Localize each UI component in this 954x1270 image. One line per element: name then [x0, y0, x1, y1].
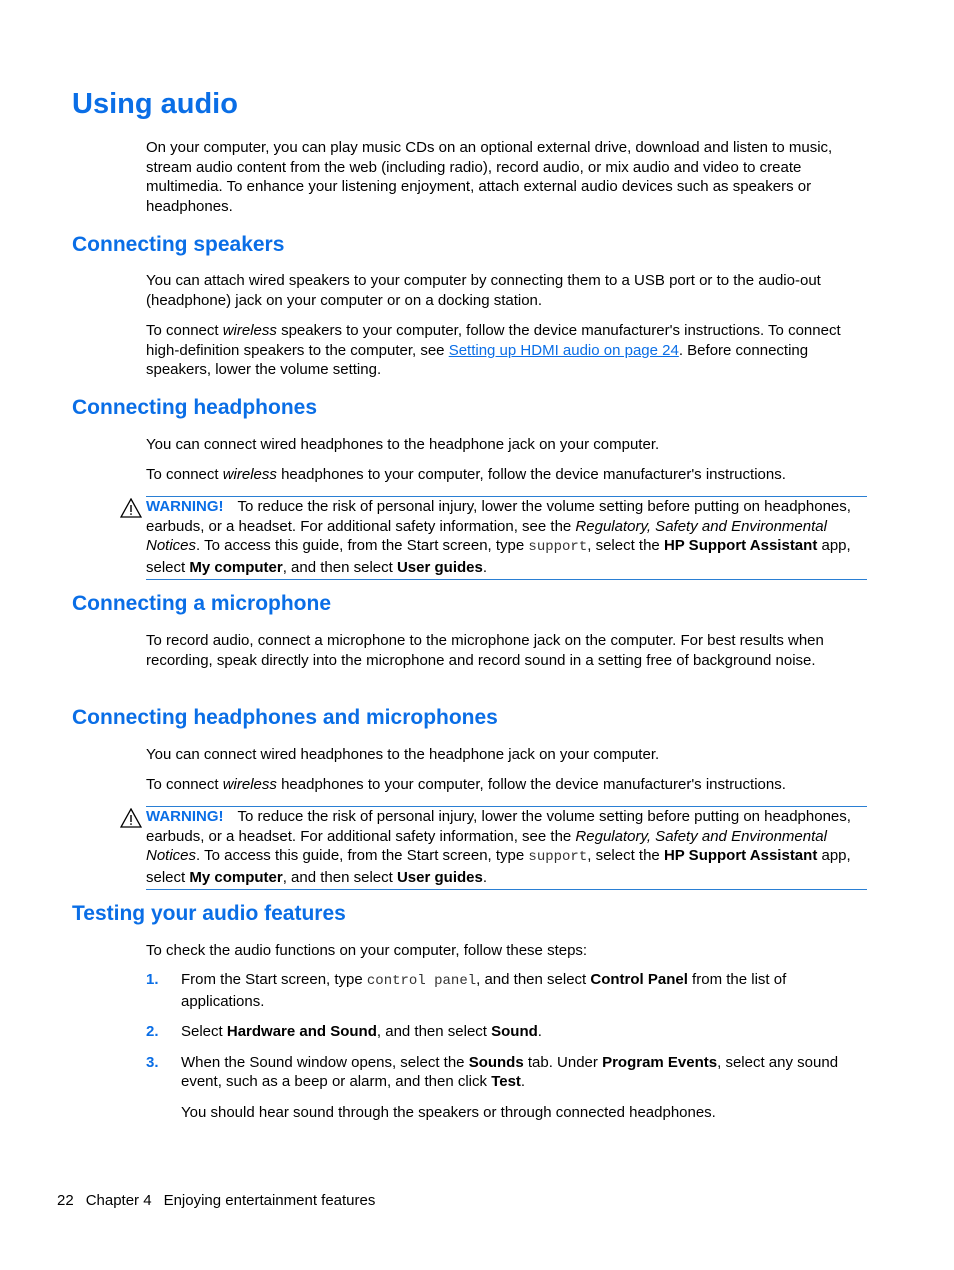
hdmi-audio-link[interactable]: Setting up HDMI audio on page 24	[448, 341, 679, 359]
warning-label: WARNING!	[146, 498, 224, 515]
step-number: 3.	[146, 1053, 159, 1071]
steps-list	[146, 970, 866, 1133]
heading-connecting-speakers: Connecting speakers	[72, 233, 285, 256]
page-footer	[57, 1192, 387, 1209]
step-3-note: You should hear sound through the speakers or through connected headphones.	[181, 1103, 716, 1121]
microphone-paragraph: To record audio, connect a microphone to the microphone jack on the computer. For best results when recording, speak directly into the microphone and record sound in a setting free of background noise.	[146, 632, 824, 669]
warning-triangle-icon	[120, 808, 142, 828]
headphones-paragraph-2: To connect wireless headphones to your computer, follow the device manufacturer's instructions.	[146, 466, 786, 483]
heading-testing-audio: Testing your audio features	[72, 902, 346, 925]
list-item: 1. From the Start screen, type control panel, and then select Control Panel from the list of applications.	[146, 971, 787, 1010]
step-number: 2.	[146, 1023, 159, 1040]
warning-label: WARNING!	[146, 808, 224, 825]
step-number: 1.	[146, 971, 159, 988]
page-number: 22	[57, 1192, 74, 1209]
list-item: 3. When the Sound window opens, select the Sounds tab. Under Program Events, select any sound event, such as a beep or alarm, and then click Test. You should hear sound through the speakers or through connected headphones.	[146, 1053, 866, 1123]
warning-triangle-icon	[120, 498, 142, 518]
headmic-paragraph-1: You can connect wired headphones to the headphone jack on your computer.	[146, 746, 660, 763]
intro-paragraph: On your computer, you can play music CDs on an optional external drive, download and listen to music, stream audio content from the web (including radio), record audio, or mix audio and video to create multimedia. To enhance your listening enjoyment, attach external audio devices such as speakers or headphones.	[146, 139, 833, 215]
speakers-paragraph-1: You can attach wired speakers to your computer by connecting them to a USB port or to the audio-out (headphone) jack on your computer or on a docking station.	[146, 272, 821, 309]
testing-intro: To check the audio functions on your computer, follow these steps:	[146, 942, 588, 959]
heading-connecting-microphone: Connecting a microphone	[72, 592, 332, 615]
speakers-paragraph-2: To connect wireless speakers to your computer, follow the device manufacturer's instructions. To connect high-definition speakers to the computer, see Setting up HDMI audio on page 24. Before connecting speakers, lower the volume setting.	[146, 322, 841, 378]
headmic-paragraph-2: To connect wireless headphones to your computer, follow the device manufacturer's instructions.	[146, 776, 786, 793]
heading-connecting-headphones-microphones: Connecting headphones and microphones	[72, 706, 498, 729]
footer-section: Enjoying entertainment features	[163, 1192, 376, 1209]
page-title: Using audio	[72, 88, 238, 120]
list-item: 2. Select Hardware and Sound, and then select Sound.	[146, 1023, 542, 1040]
warning-box-headmic: WARNING! To reduce the risk of personal injury, lower the volume setting before putting on headphones, earbuds, or a headset. For additional safety information, see the Regulatory, Safety and Environmental Notices. To access this guide, from the Start screen, type support, select the HP Support Assistant app, select My computer, and then select User guides.	[146, 806, 867, 890]
warning-box-headphones: WARNING! To reduce the risk of personal injury, lower the volume setting before putting on headphones, earbuds, or a headset. For additional safety information, see the Regulatory, Safety and Environmental Notices. To access this guide, from the Start screen, type support, select the HP Support Assistant app, select My computer, and then select User guides.	[146, 496, 867, 580]
headphones-paragraph-1: You can connect wired headphones to the headphone jack on your computer.	[146, 436, 660, 453]
footer-chapter: Chapter 4	[85, 1192, 152, 1209]
heading-connecting-headphones: Connecting headphones	[72, 396, 318, 419]
